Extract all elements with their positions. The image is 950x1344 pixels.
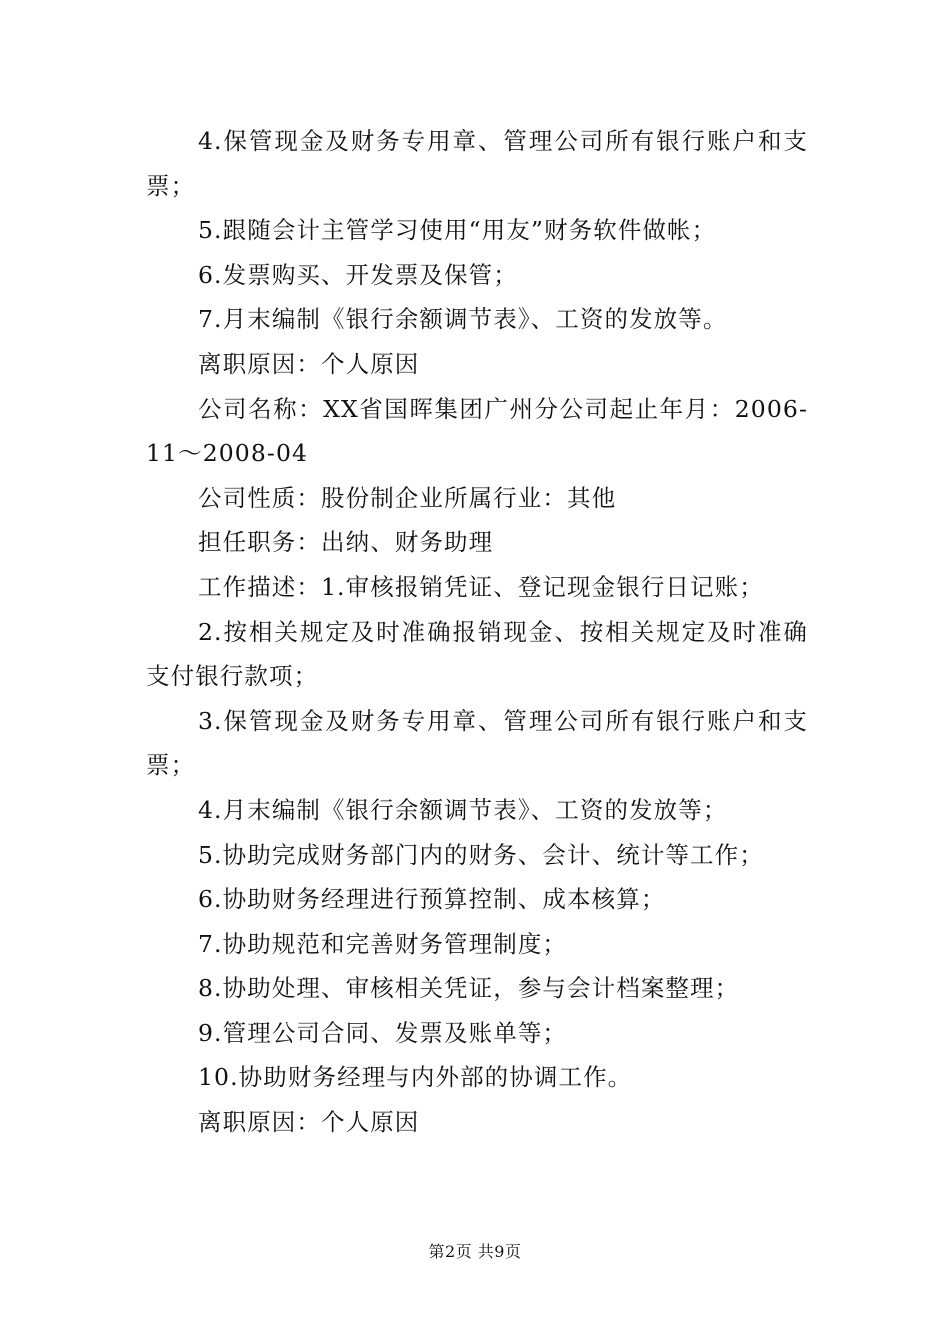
- paragraph: 4.保管现金及财务专用章、管理公司所有银行账户和支票；: [146, 127, 808, 200]
- paragraph: 8.协助处理、审核相关凭证，参与会计档案整理；: [198, 974, 740, 1003]
- paragraph: 离职原因：个人原因: [198, 349, 420, 378]
- page-footer: [0, 1241, 950, 1263]
- paragraph: 离职原因：个人原因: [198, 1108, 420, 1137]
- paragraph: 7.协助规范和完善财务管理制度；: [198, 929, 568, 958]
- paragraph: 4.月末编制《银行余额调节表》、工资的发放等；: [198, 795, 728, 824]
- paragraph: 9.管理公司合同、发票及账单等；: [198, 1018, 568, 1047]
- paragraph: 工作描述：1.审核报销凭证、登记现金银行日记账；: [198, 572, 764, 601]
- page-number-label: 第2页 共9页: [428, 1242, 522, 1261]
- paragraph: 5.协助完成财务部门内的财务、会计、统计等工作；: [198, 840, 764, 869]
- paragraph: 公司性质：股份制企业所属行业：其他: [198, 483, 617, 512]
- paragraph: 公司名称：XX省国晖集团广州分公司起止年月：2006-11～2008-04: [146, 394, 808, 468]
- document-body: [146, 119, 808, 1145]
- paragraph: 10.协助财务经理与内外部的协调工作。: [198, 1063, 633, 1092]
- paragraph: 担任职务：出纳、财务助理: [198, 528, 494, 557]
- paragraph: 6.发票购买、开发票及保管；: [198, 260, 518, 289]
- paragraph: 5.跟随会计主管学习使用“用友”财务软件做帐；: [198, 216, 717, 245]
- paragraph: 2.按相关规定及时准确报销现金、按相关规定及时准确支付银行款项；: [146, 617, 808, 691]
- paragraph: 3.保管现金及财务专用章、管理公司所有银行账户和支票；: [146, 706, 808, 780]
- paragraph: 7.月末编制《银行余额调节表》、工资的发放等。: [198, 305, 728, 334]
- paragraph: 6.协助财务经理进行预算控制、成本核算；: [198, 885, 666, 914]
